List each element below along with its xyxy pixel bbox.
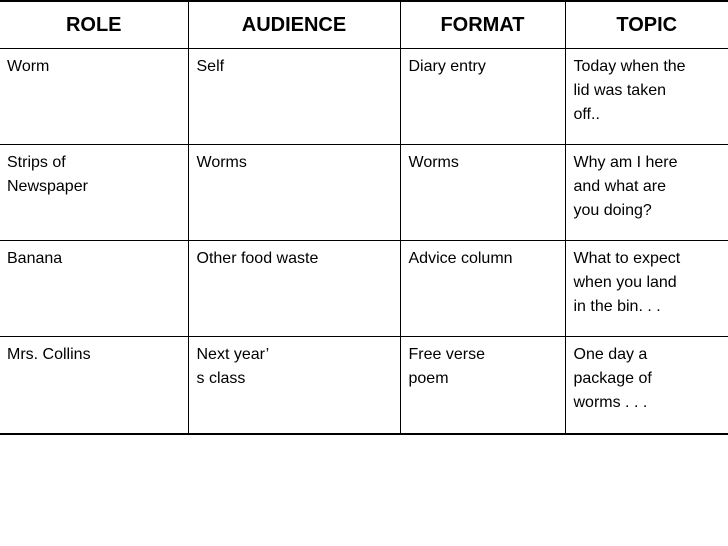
cell-topic [565,145,728,241]
header-audience: AUDIENCE [188,1,400,49]
table-row [0,145,728,241]
header-role: ROLE [0,1,188,49]
cell-role [0,145,188,241]
cell-text: Free verse poem [408,346,485,387]
cell-text: Worm [7,58,50,75]
cell-role [0,337,188,435]
cell-text: Other food waste [196,250,319,267]
cell-text: Worms [196,154,247,171]
cell-text: Diary entry [408,58,486,75]
cell-text: Today when the lid was taken off.. [573,58,686,123]
cell-topic [565,49,728,145]
cell-text: One day a package of worms . . . [573,346,652,411]
cell-audience [188,337,400,435]
cell-text: Strips of Newspaper [7,154,88,195]
cell-text: Self [196,58,225,75]
cell-format [400,337,565,435]
cell-text: Banana [7,250,63,267]
cell-format [400,241,565,337]
cell-topic [565,337,728,435]
cell-text: Worms [408,154,459,171]
cell-text: What to expect when you land in the bin. . . [573,250,681,315]
table-row [0,337,728,435]
cell-audience [188,241,400,337]
cell-audience [188,145,400,241]
cell-text: Advice column [408,250,513,267]
cell-role [0,49,188,145]
cell-text: Next year’ s class [196,346,270,387]
header-topic: TOPIC [565,1,728,49]
table-row [0,49,728,145]
cell-topic [565,241,728,337]
cell-audience [188,49,400,145]
cell-format [400,49,565,145]
table-row [0,241,728,337]
header-row [0,1,728,49]
header-format: FORMAT [400,1,565,49]
cell-role [0,241,188,337]
cell-text: Why am I here and what are you doing? [573,154,678,219]
cell-text: Mrs. Collins [7,346,91,363]
cell-format [400,145,565,241]
